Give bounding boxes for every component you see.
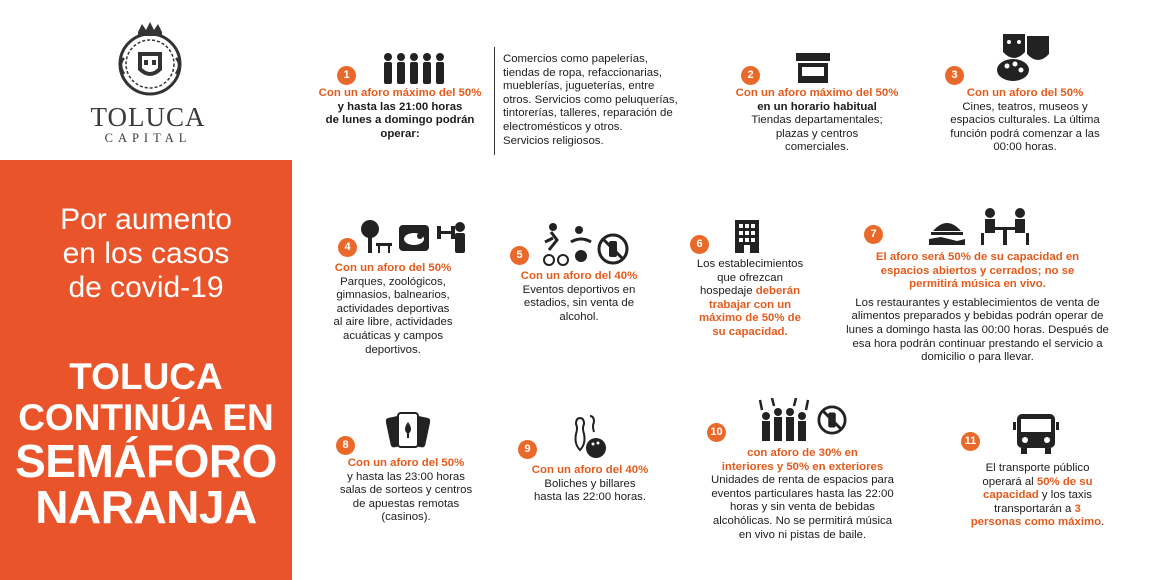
- list-line: tintorerías, talleres, reparación de: [503, 107, 673, 120]
- brand-name: TOLUCA: [90, 102, 206, 132]
- list-line: electromésticos y otros.: [503, 120, 623, 133]
- zoo-animal-icon: [398, 224, 430, 252]
- item-7-line: Los restaurantes y establecimientos de venta de: [855, 296, 1100, 309]
- item-10-line: horas y sin venta de bebidas: [729, 501, 875, 514]
- item-5-text: [504, 270, 654, 324]
- item-number: 9: [518, 440, 537, 459]
- item-7-line: alimentos preparados y bebidas podrán operar de: [851, 310, 1104, 323]
- item-7-aforo: El aforo será 50% de su capacidad en: [875, 251, 1080, 263]
- party-crowd-icon: [758, 398, 810, 442]
- panel-intro-line: Por aumento: [60, 203, 232, 236]
- crest-icon: [108, 18, 192, 102]
- bowling-icon: [572, 414, 610, 460]
- tree-picnic-icon: [358, 219, 394, 255]
- item-11-span: .: [1101, 516, 1105, 529]
- item-9-text: [515, 464, 665, 505]
- playing-cards-icon: [386, 410, 430, 452]
- item-11-span: y los taxis: [1038, 489, 1092, 502]
- item-1-text: [305, 87, 495, 141]
- item-5-aforo: Con un aforo del 40%: [520, 270, 638, 282]
- item-3-line: 00:00 horas.: [993, 141, 1057, 154]
- item-9-aforo: Con un aforo del 40%: [531, 464, 649, 476]
- panel-headline: [0, 356, 292, 533]
- item-number: 8: [336, 436, 355, 455]
- item-6-line: trabajar con un: [708, 298, 792, 311]
- item-3-line: función podrá comenzar a las: [950, 127, 1100, 140]
- panel-intro-line: en los casos: [62, 237, 230, 270]
- no-alcohol-icon: [817, 405, 847, 435]
- restaurant-icon: [978, 207, 1032, 247]
- item-11-span: transportarán a: [994, 502, 1075, 515]
- panel-intro-line: de covid-19: [68, 271, 224, 304]
- item-6-line: Los establecimientos: [696, 258, 804, 270]
- panel-headline-line: NARANJA: [35, 481, 257, 533]
- item-11-span: capacidad: [983, 489, 1039, 502]
- item-number: 11: [961, 432, 980, 451]
- item-8-aforo: Con un aforo del 50%: [347, 457, 465, 469]
- list-line: Servicios religiosos.: [503, 134, 604, 147]
- list-line: tiendas de ropa, refaccionarias,: [503, 66, 662, 79]
- item-2-line: plazas y centros: [775, 127, 859, 140]
- divider: [494, 47, 495, 155]
- item-11-span: operará al: [982, 475, 1037, 488]
- item-4-aforo: Con un aforo del 50%: [334, 262, 452, 274]
- item-3-text: [935, 87, 1115, 155]
- item-10-line: en vivo ni pistas de baile.: [738, 528, 867, 541]
- item-number: 7: [864, 225, 883, 244]
- people-group-icon: [382, 52, 446, 86]
- item-6-text: [675, 258, 825, 340]
- item-11-line: [955, 476, 1120, 490]
- item-9-line: Boliches y billares: [544, 477, 636, 490]
- item-4-text: [318, 262, 468, 357]
- item-10-aforo: interiores y 50% en exteriores: [721, 460, 884, 473]
- item-10-line: eventos particulares hasta las 22:00: [711, 487, 894, 500]
- item-4-line: al aire libre, actividades: [333, 316, 453, 329]
- headline-panel: [0, 160, 292, 580]
- item-4-line: actividades deportivas: [336, 302, 450, 315]
- item-6-span: deberán: [755, 285, 801, 298]
- food-service-icon: [927, 213, 967, 247]
- item-2-line: comerciales.: [785, 141, 849, 154]
- item-number: 1: [337, 66, 356, 85]
- item-11-line: [955, 489, 1120, 503]
- item-8-text: [331, 457, 481, 525]
- item-3-aforo: Con un aforo del 50%: [966, 87, 1084, 99]
- item-10-aforo: con aforo de 30% en: [747, 447, 858, 459]
- list-line: otros. Servicios como peluquerías,: [503, 93, 678, 106]
- item-10-line: alcohólicas. No se permitirá música: [712, 514, 893, 527]
- item-2-line: en un horario habitual: [757, 100, 877, 113]
- sports-icon: [541, 222, 593, 266]
- item-number: 4: [338, 238, 357, 257]
- item-6-line: su capacidad.: [712, 325, 788, 338]
- item-5-line: estadios, sin venta de: [523, 297, 635, 310]
- item-11-span: 3: [1074, 502, 1081, 515]
- list-line: mueblerías, jugueterías, entre: [503, 80, 655, 93]
- item-number: 5: [510, 246, 529, 265]
- item-1-line: y hasta las 21:00 horas: [337, 100, 463, 113]
- item-7-aforo: permitirá música en vivo.: [909, 278, 1046, 291]
- item-4-line: acuáticas y campos: [342, 329, 444, 342]
- brand-logo: [108, 18, 192, 102]
- item-1-aforo: Con un aforo máximo del 50%: [318, 87, 482, 99]
- item-1-list: [503, 53, 703, 148]
- item-4-line: Parques, zoológicos,: [340, 275, 446, 288]
- item-7-line: lunes a domingo hasta las 00:00 horas. Después de: [846, 323, 1109, 336]
- item-6-line: que ofrezcan: [717, 271, 783, 284]
- hotel-icon: [733, 218, 761, 254]
- item-3-line: Cines, teatros, museos y: [962, 100, 1088, 113]
- fitness-icon: [436, 221, 474, 255]
- item-4-line: deportivos.: [365, 343, 421, 356]
- item-8-line: salas de sorteos y centros: [339, 484, 473, 497]
- bus-icon: [1013, 412, 1059, 456]
- item-7-line: domicilio o para llevar.: [921, 351, 1034, 364]
- no-alcohol-icon: [597, 233, 629, 265]
- panel-headline-line: TOLUCA: [69, 356, 223, 397]
- item-3-line: espacios culturales. La última: [950, 114, 1100, 127]
- item-number: 6: [690, 235, 709, 254]
- theater-masks-icon: [995, 30, 1057, 82]
- item-11-line: [955, 503, 1120, 517]
- item-number: 2: [741, 66, 760, 85]
- item-5-line: alcohol.: [559, 310, 599, 323]
- item-7-line: esa hora podrán continuar prestando el servicio a: [852, 337, 1103, 350]
- item-7-aforo: espacios abiertos y cerrados; no se: [880, 264, 1075, 277]
- panel-headline-line: SEMÁFORO: [15, 435, 277, 487]
- item-11-line: El transporte público: [985, 462, 1090, 474]
- item-10-line: Unidades de renta de espacios para: [710, 474, 894, 487]
- item-1-line: operar:: [380, 127, 420, 140]
- item-11-span: 50% de su: [1036, 475, 1093, 488]
- item-number: 3: [945, 66, 964, 85]
- item-2-text: [722, 87, 912, 155]
- item-number: 10: [707, 423, 726, 442]
- item-11-span: personas como máximo: [970, 516, 1102, 529]
- item-6-line: [675, 285, 825, 299]
- item-10-text: [695, 447, 910, 542]
- panel-headline-line: CONTINÚA EN: [18, 397, 274, 438]
- item-1-line: de lunes a domingo podrán: [325, 114, 475, 127]
- item-6-span: hospedaje: [699, 285, 756, 298]
- item-11-text: [955, 462, 1120, 530]
- item-4-line: gimnasios, balnearios,: [336, 289, 450, 302]
- brand-sub: CAPITAL: [104, 131, 192, 145]
- item-7-text: [845, 251, 1110, 365]
- item-11-line: [955, 516, 1120, 530]
- item-8-line: y hasta las 23:00 horas: [347, 470, 465, 483]
- item-2-aforo: Con un aforo máximo del 50%: [735, 87, 899, 99]
- item-6-line: máximo de 50% de: [699, 312, 801, 325]
- list-line: Comercios como papelerías,: [503, 53, 648, 65]
- item-2-line: Tiendas departamentales;: [751, 114, 883, 127]
- item-8-line: de apuestas remotas: [352, 497, 460, 510]
- store-icon: [795, 51, 831, 85]
- panel-intro: [0, 203, 292, 305]
- item-5-line: Eventos deportivos en: [522, 283, 636, 296]
- item-9-line: hasta las 22:00 horas.: [533, 491, 647, 504]
- item-8-line: (casinos).: [381, 511, 431, 524]
